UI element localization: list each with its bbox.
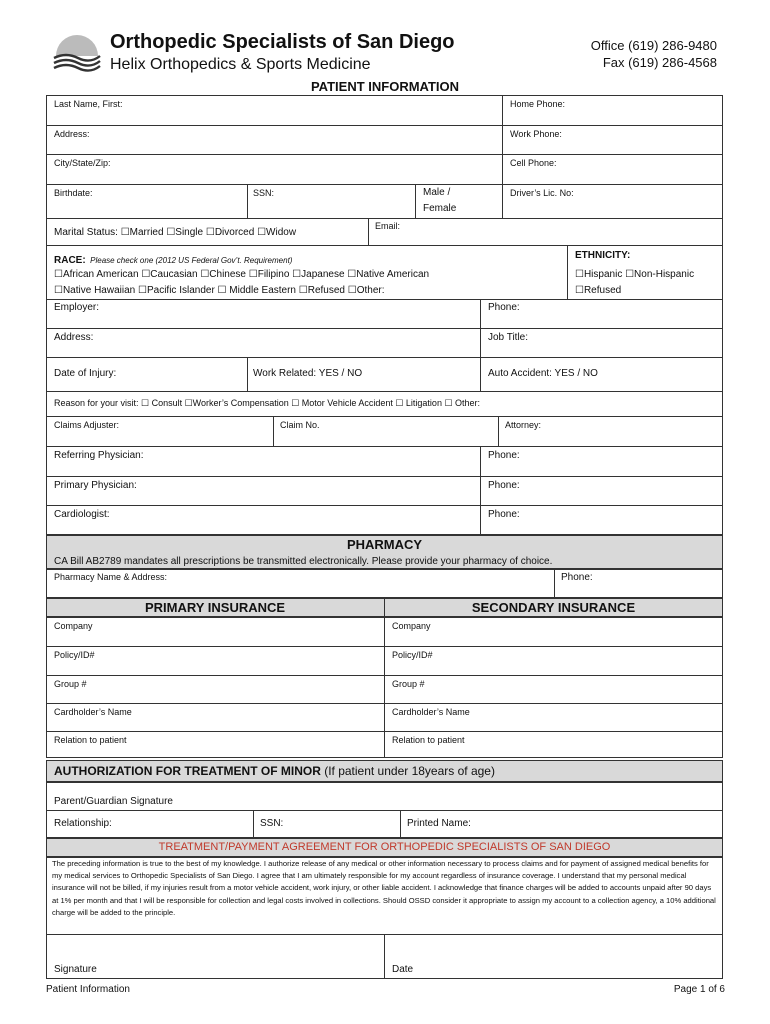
- cell-phone-field[interactable]: Cell Phone:: [510, 158, 557, 168]
- secondary-cardholder-field[interactable]: Cardholder’s Name: [392, 707, 470, 717]
- fax-number: Fax (619) 286-4568: [602, 55, 717, 70]
- email-field[interactable]: Email:: [375, 221, 401, 231]
- guardian-signature-field[interactable]: Parent/Guardian Signature: [54, 796, 173, 807]
- race-options-row1[interactable]: ☐African American ☐Caucasian ☐Chinese ☐Filipino ☐Japanese ☐Native American: [54, 269, 430, 280]
- reason-for-visit-options[interactable]: Reason for your visit: ☐ Consult ☐Worker’s Compensation ☐ Motor Vehicle Accident ☐ Litigation ☐ Other:: [54, 398, 481, 408]
- sex-male-option[interactable]: Male /: [423, 187, 451, 198]
- minor-title: AUTHORIZATION FOR TREATMENT OF MINOR: [54, 764, 321, 778]
- primary-insurance-title: PRIMARY INSURANCE: [144, 600, 286, 615]
- employer-address-field[interactable]: Address:: [54, 332, 94, 343]
- insurance-frame: [46, 617, 723, 758]
- logo-icon: [52, 34, 102, 74]
- attorney-field[interactable]: Attorney:: [505, 420, 542, 430]
- race-label: RACE:: [54, 255, 86, 266]
- home-phone-field[interactable]: Home Phone:: [510, 99, 566, 109]
- work-phone-field[interactable]: Work Phone:: [510, 129, 562, 139]
- employer-field[interactable]: Employer:: [54, 302, 100, 313]
- job-title-field[interactable]: Job Title:: [488, 332, 529, 343]
- claims-adjuster-field[interactable]: Claims Adjuster:: [54, 420, 120, 430]
- primary-physician-field[interactable]: Primary Physician:: [54, 480, 137, 491]
- referring-physician-field[interactable]: Referring Physician:: [54, 450, 144, 461]
- primary-relation-field[interactable]: Relation to patient: [54, 735, 127, 745]
- last-name-field[interactable]: Last Name, First:: [54, 99, 123, 109]
- primary-physician-phone-field[interactable]: Phone:: [488, 480, 520, 491]
- relationship-field[interactable]: Relationship:: [54, 818, 112, 829]
- employer-phone-field[interactable]: Phone:: [488, 302, 520, 313]
- drivers-license-field[interactable]: Driver’s Lic. No:: [510, 188, 574, 198]
- footer-label: Patient Information: [46, 984, 130, 995]
- claim-number-field[interactable]: Claim No.: [280, 420, 320, 430]
- primary-cardholder-field[interactable]: Cardholder’s Name: [54, 707, 132, 717]
- referring-phone-field[interactable]: Phone:: [488, 450, 520, 461]
- pharmacy-title: PHARMACY: [346, 537, 423, 552]
- address-field[interactable]: Address:: [54, 129, 90, 139]
- pharmacy-phone-field[interactable]: Phone:: [561, 572, 593, 583]
- ssn-field[interactable]: SSN:: [253, 188, 275, 198]
- date-field[interactable]: Date: [392, 964, 414, 975]
- minor-heading: [54, 764, 495, 778]
- date-of-injury-field[interactable]: Date of Injury:: [54, 368, 117, 379]
- signature-field[interactable]: Signature: [54, 964, 97, 975]
- race-heading: [54, 250, 292, 268]
- cardiologist-phone-field[interactable]: Phone:: [488, 509, 520, 520]
- secondary-policy-field[interactable]: Policy/ID#: [392, 650, 433, 660]
- ethnicity-options-row2[interactable]: ☐Refused: [575, 285, 622, 296]
- auto-accident-options[interactable]: Auto Accident: YES / NO: [488, 368, 598, 379]
- page-number: Page 1 of 6: [673, 984, 725, 995]
- marital-status-options[interactable]: Marital Status: ☐Married ☐Single ☐Divorced ☐Widow: [54, 227, 297, 238]
- cardiologist-field[interactable]: Cardiologist:: [54, 509, 110, 520]
- secondary-relation-field[interactable]: Relation to patient: [392, 735, 465, 745]
- secondary-group-field[interactable]: Group #: [392, 679, 425, 689]
- pharmacy-notice: CA Bill AB2789 mandates all prescriptions be transmitted electronically. Please provide your pharmacy of choice.: [54, 556, 553, 567]
- city-state-zip-field[interactable]: City/State/Zip:: [54, 158, 111, 168]
- minor-title-suffix: (If patient under 18years of age): [320, 764, 495, 778]
- secondary-company-field[interactable]: Company: [392, 621, 431, 631]
- patient-form-frame: [46, 95, 723, 535]
- office-phone: Office (619) 286-9480: [590, 38, 717, 53]
- birthdate-field[interactable]: Birthdate:: [54, 188, 93, 198]
- agreement-body: The preceding information is true to the best of my knowledge. I authorize release of any medical or other information necessary to process claims and for payment of assigned medical benefits for my medical services to Orthopedic Specialists of San Diego. I agree that I am ultimately responsible for my account regardless of insurance coverage. I understand that my personal medical insurance will not be billed, if my injuries result from a motor vehicle accident, work injury, or other liable accident. I acknowledge that finance charges will be added to accounts unpaid after 90 days at 1% per month and that I will be responsible for collection and legal costs involved in collections. Should OSSD consider it appropriate to assign my account to a collection agency, a 10% additional charge will be added to the principle.: [52, 859, 716, 917]
- primary-group-field[interactable]: Group #: [54, 679, 87, 689]
- agreement-title: TREATMENT/PAYMENT AGREEMENT FOR ORTHOPEDIC SPECIALISTS OF SAN DIEGO: [158, 841, 611, 853]
- ethnicity-label: ETHNICITY:: [575, 250, 631, 261]
- secondary-insurance-title: SECONDARY INSURANCE: [471, 600, 636, 615]
- minor-ssn-field[interactable]: SSN:: [260, 818, 284, 829]
- sex-female-option[interactable]: Female: [423, 203, 457, 214]
- race-options-row2[interactable]: ☐Native Hawaiian ☐Pacific Islander ☐ Middle Eastern ☐Refused ☐Other:: [54, 285, 385, 296]
- org-subname: Helix Orthopedics & Sports Medicine: [110, 56, 371, 73]
- printed-name-field[interactable]: Printed Name:: [407, 818, 471, 829]
- primary-company-field[interactable]: Company: [54, 621, 93, 631]
- work-related-options[interactable]: Work Related: YES / NO: [253, 368, 363, 379]
- org-name: Orthopedic Specialists of San Diego: [110, 31, 455, 53]
- primary-policy-field[interactable]: Policy/ID#: [54, 650, 95, 660]
- race-note: Please check one (2012 US Federal Gov’t. Requirement): [90, 256, 293, 265]
- pharmacy-name-field[interactable]: Pharmacy Name & Address:: [54, 572, 168, 582]
- ethnicity-options-row1[interactable]: ☐Hispanic ☐Non-Hispanic: [575, 269, 695, 280]
- patient-info-title: PATIENT INFORMATION: [310, 79, 460, 94]
